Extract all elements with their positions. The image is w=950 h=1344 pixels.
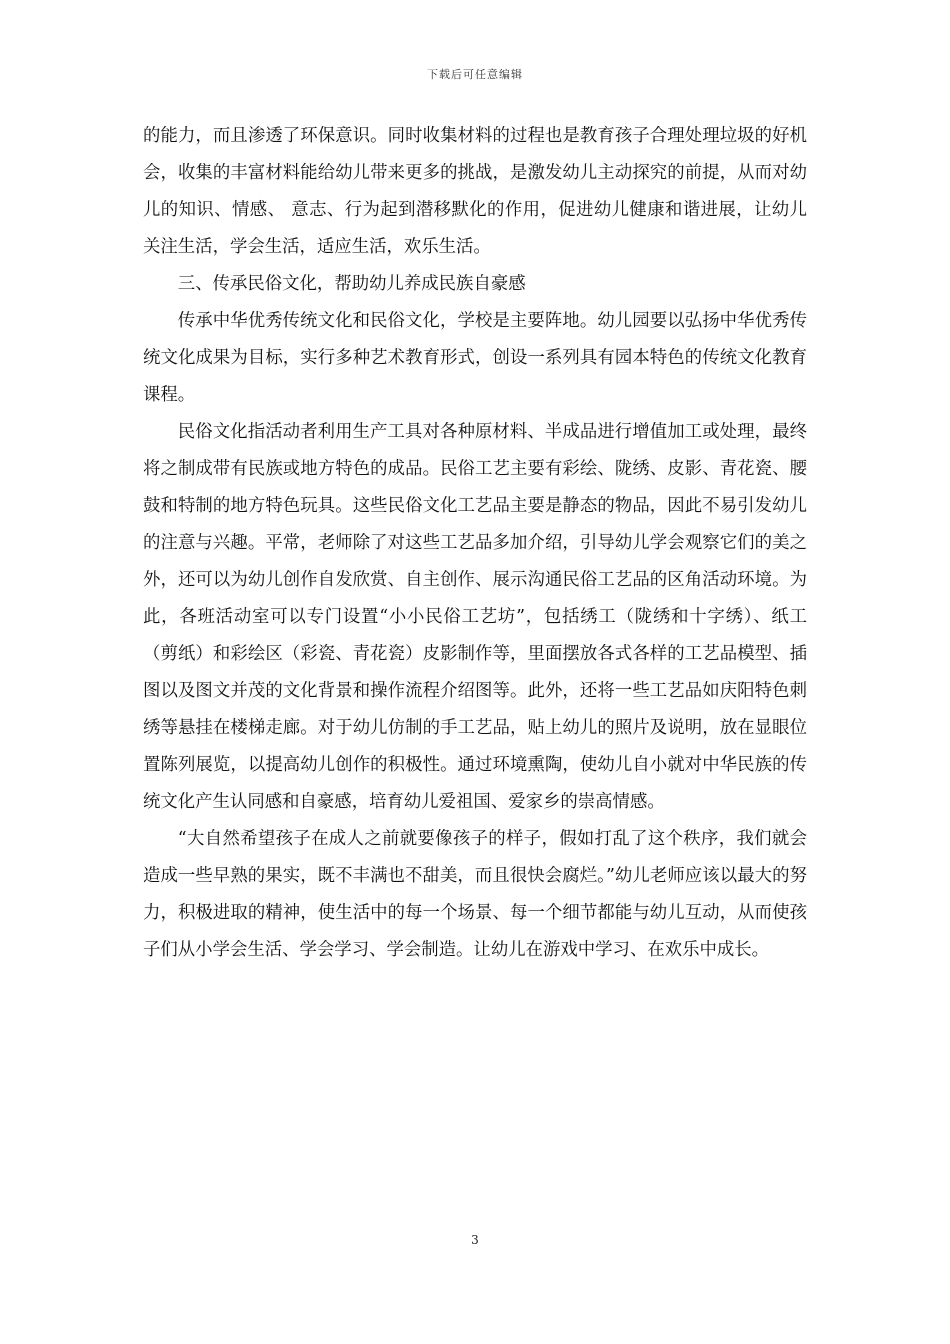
page-number: 3 xyxy=(471,1233,479,1247)
paragraph-heritage: 传承中华优秀传统文化和民俗文化，学校是主要阵地。幼儿园要以弘扬中华优秀传统文化成果为目标，实行多种艺术教育形式，创设一系列具有园本特色的传统文化教育课程。 xyxy=(143,311,807,405)
paragraph-conclusion: “大自然希望孩子在成人之前就要像孩子的样子，假如打乱了这个秩序，我们就会造成一些早熟的果实，既不丰满也不甜美，而且很快会腐烂。”幼儿老师应该以最大的努力，积极进取的精神，使生活中的每一个场景、每一个细节都能与幼儿互动，从而使孩子们从小学会生活、学会学习、学会制造。让幼儿在游戏中学习、在欢乐中成长。 xyxy=(143,829,807,960)
paragraph-continuation: 的能力，而且渗透了环保意识。同时收集材料的过程也是教育孩子合理处理垃圾的好机会，收集的丰富材料能给幼儿带来更多的挑战，是激发幼儿主动探究的前提，从而对幼儿的知识、情感、 意志、行为起到潜移默化的作用，促进幼儿健康和谐进展，让幼儿关注生活，学会生活，适应生活，欢乐生活。 xyxy=(143,126,807,257)
page-header: 下载后可任意编辑 xyxy=(427,68,523,81)
body-text xyxy=(143,118,807,969)
section-heading: 三、传承民俗文化，帮助幼儿养成民族自豪感 xyxy=(177,274,526,294)
paragraph-folk-culture: 民俗文化指活动者利用生产工具对各种原材料、半成品进行增值加工或处理，最终将之制成带有民族或地方特色的成品。民俗工艺主要有彩绘、陇绣、皮影、青花瓷、腰鼓和特制的地方特色玩具。这些民俗文化工艺品主要是静态的物品，因此不易引发幼儿的注意与兴趣。平常，老师除了对这些工艺品多加介绍，引导幼儿学会观察它们的美之外，还可以为幼儿创作自发欣赏、自主创作、展示沟通民俗工艺品的区角活动环境。为此，各班活动室可以专门设置“小小民俗工艺坊”，包括绣工（陇绣和十字绣）、纸工（剪纸）和彩绘区（彩瓷、青花瓷）皮影制作等，里面摆放各式各样的工艺品模型、插图以及图文并茂的文化背景和操作流程介绍图等。此外，还将一些工艺品如庆阳特色刺绣等悬挂在楼梯走廊。对于幼儿仿制的手工艺品，贴上幼儿的照片及说明，放在显眼位置陈列展览，以提高幼儿创作的积极性。通过环境熏陶，使幼儿自小就对中华民族的传统文化产生认同感和自豪感，培育幼儿爱祖国、爱家乡的崇高情感。 xyxy=(143,422,807,812)
